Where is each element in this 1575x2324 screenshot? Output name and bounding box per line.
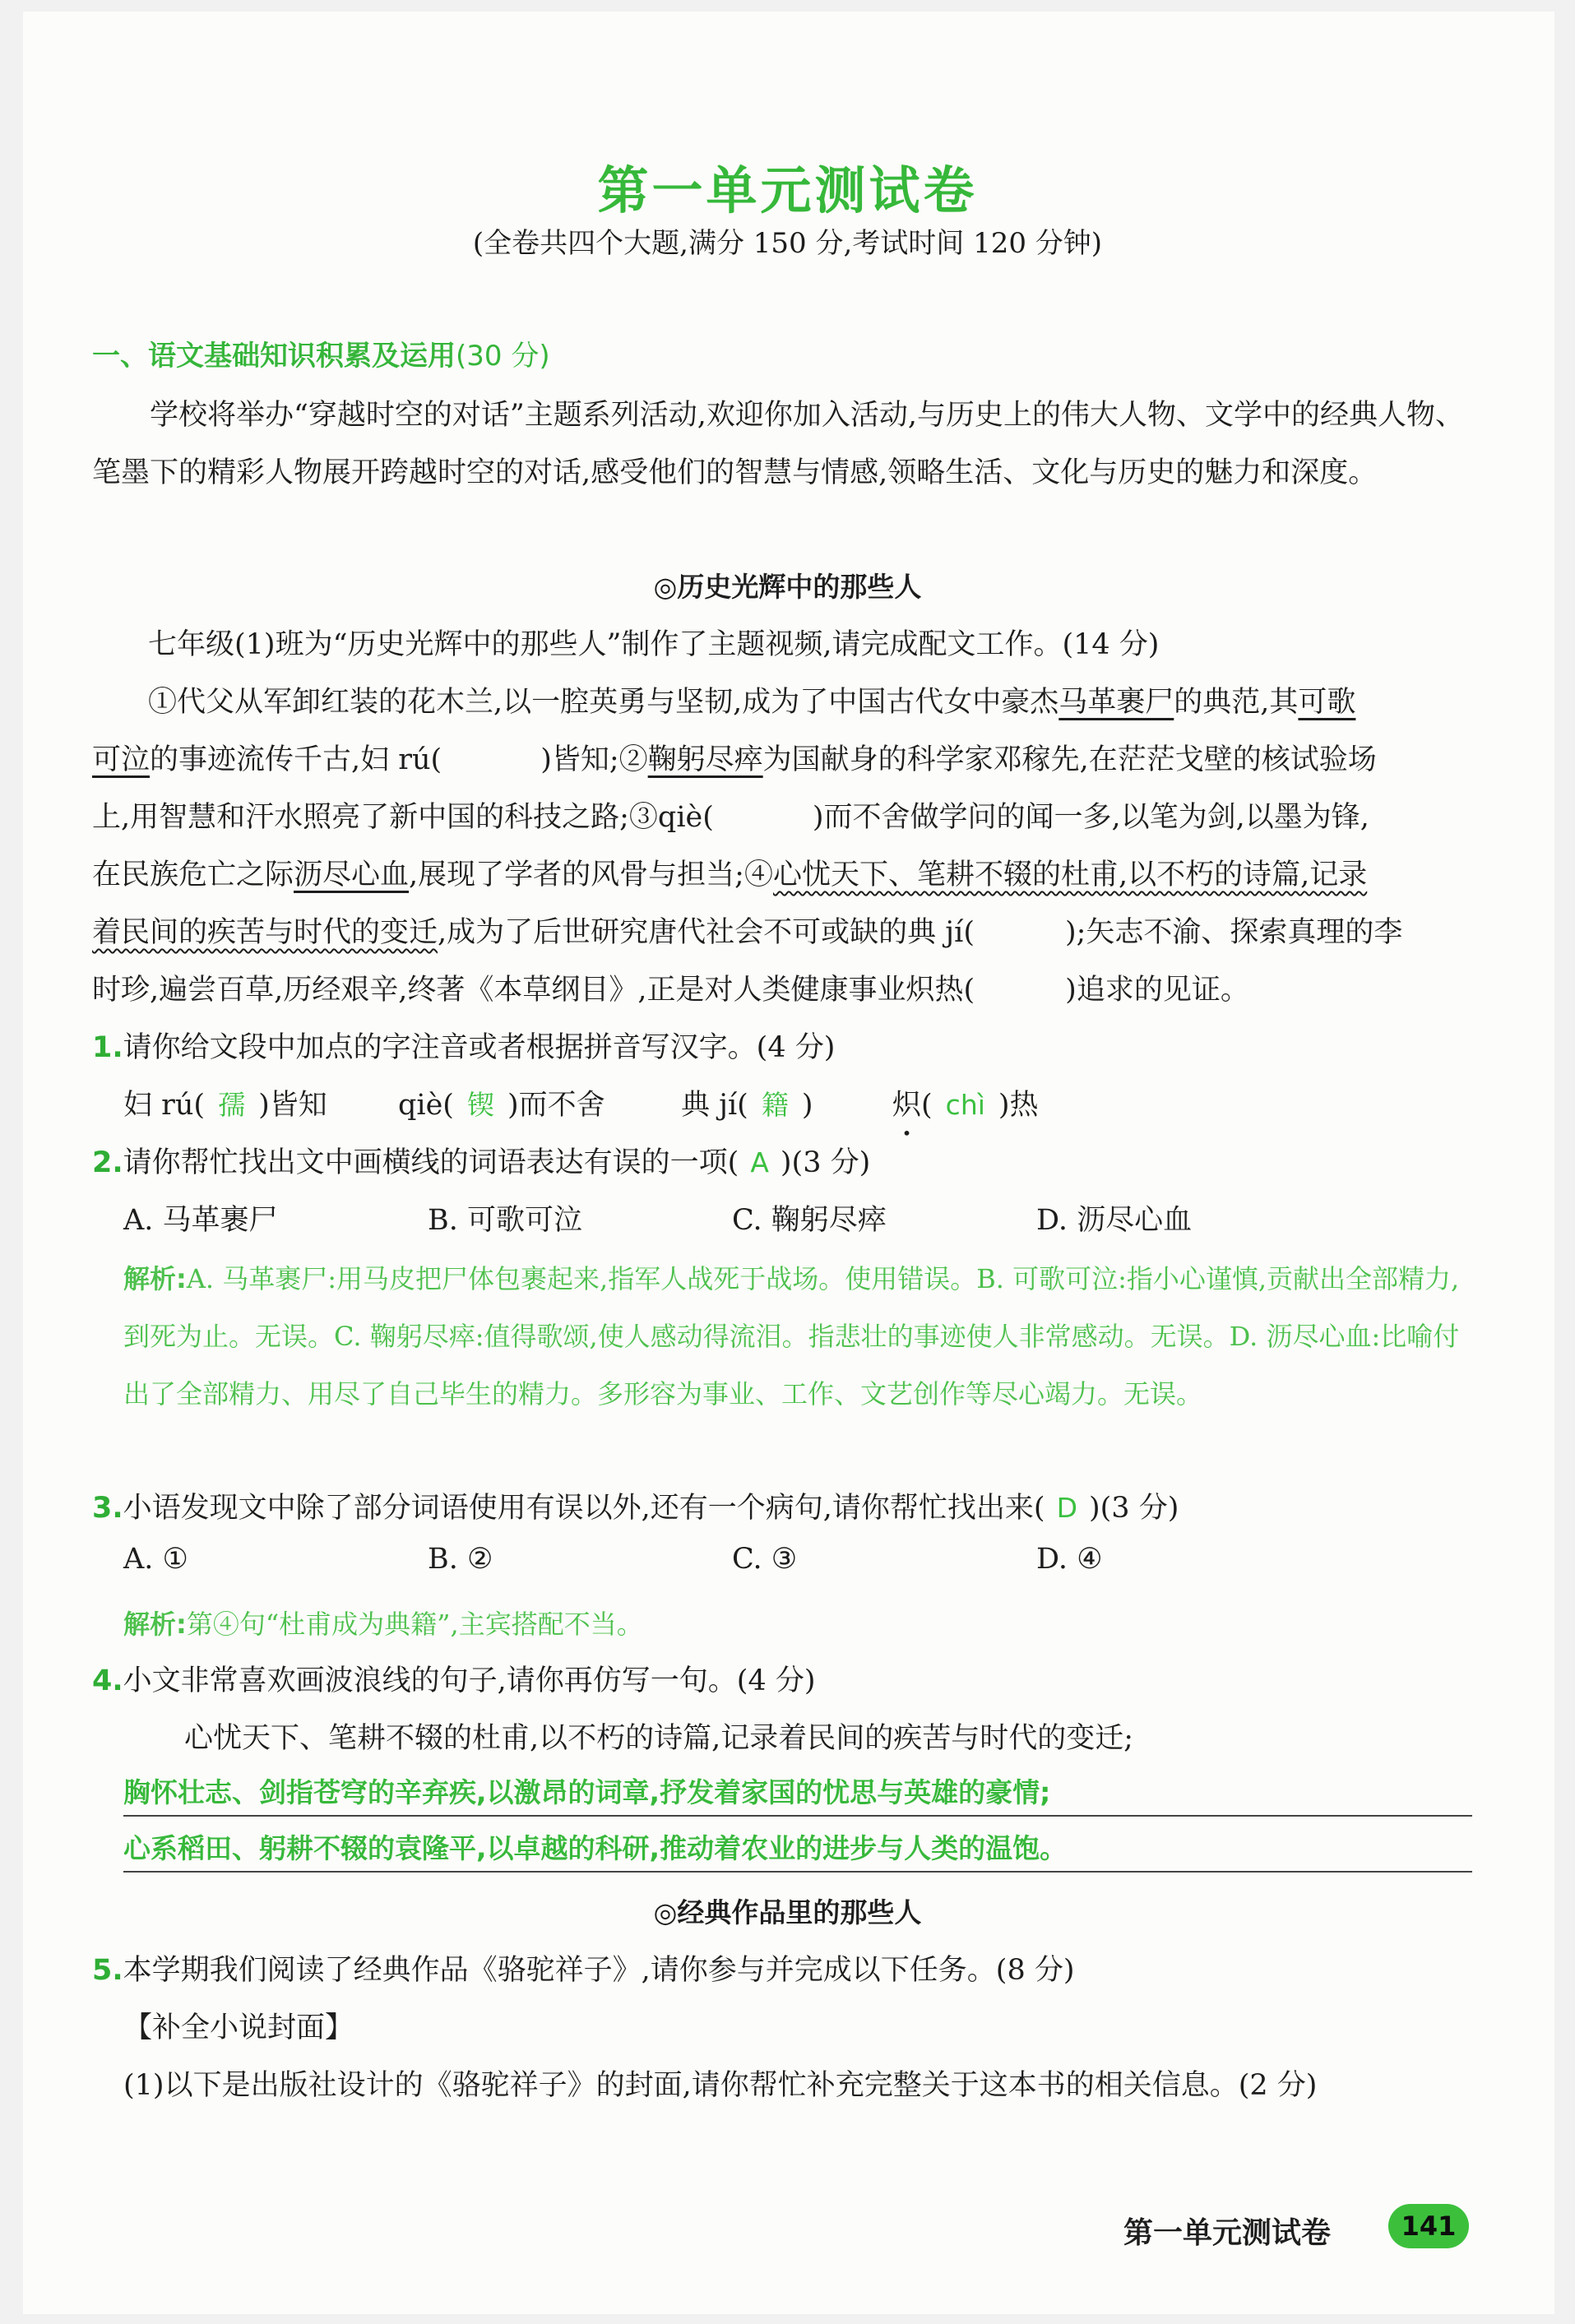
passage-line-4 [92,852,1367,893]
wavy-sentence: 着民间的疾苦与时代的变迁 [92,916,438,949]
question-text: 本学期我们阅读了经典作品《骆驼祥子》,请你参与并完成以下任务。(8 分) [123,1954,1075,1987]
answer-text: 籍 [761,1089,789,1121]
passage-text: )而不舍做学问的闻一多,以笔为剑,以墨为锋, [812,801,1369,834]
question-number: 3. [92,1492,123,1525]
question-3 [92,1485,1179,1526]
q3-option-b: B. ② [428,1543,493,1576]
question-text: 小文非常喜欢画波浪线的句子,请你再仿写一句。(4 分) [123,1664,816,1697]
q4-example-sentence: 心忧天下、笔耕不辍的杜甫,以不朽的诗篇,记录着民间的疾苦与时代的变迁; [184,1722,1134,1755]
q5-sub-heading: 【补全小说封面】 [123,2012,354,2044]
passage-line-5 [92,910,1402,951]
intro-text: 学校将举办“穿越时空的对话”主题系列活动,欢迎你加入活动,与历史上的伟大人物、文学中的经典人物、笔墨下的精彩人物展开跨越时空的对话,感受他们的智慧与情感,领略生活、文化与历史的魅力和深度。 [92,399,1465,489]
section-heading [92,333,550,373]
question-2 [92,1140,870,1181]
question-1 [92,1025,835,1066]
footer-title: 第一单元测试卷 [1123,2216,1332,2250]
q2-analysis [123,1250,1472,1423]
question-text: )(3 分) [780,1146,871,1179]
q1-item-2 [398,1082,605,1123]
analysis-text: 第④句“杜甫成为典籍”,主宾搭配不当。 [186,1609,643,1640]
item-pre: 典 jí( [681,1089,748,1122]
part1-task: 七年级(1)班为“历史光辉中的那些人”制作了主题视频,请完成配文工作。(14 分) [148,628,1160,661]
question-number: 4. [92,1664,123,1697]
q1-item-3 [681,1082,813,1123]
passage-text: 在民族危亡之际 [92,859,294,891]
analysis-label: 解析: [123,1609,187,1640]
passage-text: 上,用智慧和汗水照亮了新中国的科技之路;③qiè( [92,801,714,834]
analysis-text: A. 马革裹尸:用马皮把尸体包裹起来,指军人战死于战场。使用错误。B. 可歌可泣:指小心谨慎,贡献出全部精力,到死为止。无误。C. 鞠躬尽瘁:值得歌颂,使人感动得流泪。指悲壮的事迹使人非常感动。无误。D. 沥尽心血:比喻付出了全部精力、用尽了自己毕生的精力。多形容为事业、工作、文艺创作等尽心竭力。无误。 [123,1263,1460,1410]
wavy-sentence: 心忧天下、笔耕不辍的杜甫,以不朽的诗篇,记录 [772,859,1368,891]
q3-analysis [123,1595,1472,1653]
q2-option-c: C. 鞠躬尽瘁 [732,1204,887,1237]
passage-text: );矢志不渝、探索真理的李 [1064,916,1403,949]
q2-option-d: D. 沥尽心血 [1036,1204,1193,1237]
q3-option-c: C. ③ [732,1543,798,1576]
passage-text: )皆知;② [540,743,648,776]
item-pre: 妇 rú( [123,1089,206,1122]
underlined-phrase: 马革裹尸 [1058,686,1174,719]
q4-answer-line-1: 胸怀壮志、剑指苍穹的辛弃疾,以激昂的词章,抒发着家国的忧思与英雄的豪情; [123,1771,1472,1817]
page-title: 第一单元测试卷 [597,160,978,220]
q4-answer-line-2: 心系稻田、躬耕不辍的袁隆平,以卓越的科研,推动着农业的进步与人类的温饱。 [123,1827,1472,1873]
passage-line-3 [92,794,1369,836]
question-number: 5. [92,1954,123,1987]
underlined-phrase: 可泣 [92,743,151,776]
question-number: 1. [92,1031,123,1064]
q1-item-4 [892,1082,1039,1123]
item-pre: qiè( [398,1089,454,1122]
part2-heading: ◎经典作品里的那些人 [653,1896,922,1928]
section-heading-text: 一、语文基础知识积累及运用 [92,340,456,373]
question-4 [92,1658,816,1699]
underlined-phrase: 可歌 [1298,686,1356,719]
intro-paragraph [92,387,1471,502]
q2-option-a: A. 马革裹尸 [123,1204,278,1237]
item-post: ) [801,1089,813,1122]
passage-line-1 [148,679,1355,720]
question-text: 小语发现文中除了部分词语使用有误以外,还有一个病句,请你帮忙找出来( [123,1492,1045,1525]
underlined-phrase: 沥尽心血 [294,859,410,891]
q2-option-b: B. 可歌可泣 [428,1204,582,1237]
passage-text: )追求的见证。 [1065,974,1249,1007]
analysis-label: 解析: [123,1263,187,1294]
q5-sub-question-1: (1)以下是出版社设计的《骆驼祥子》的封面,请你帮忙补充完整关于这本书的相关信息。(2 分) [123,2069,1318,2102]
passage-text: ①代父从军卸红装的花木兰,以一腔英勇与坚韧,成为了中国古代女中豪杰 [148,686,1059,719]
answer-text: 锲 [466,1089,494,1121]
question-5 [92,1947,1075,1988]
item-post: )而不舍 [507,1089,605,1122]
passage-text: 时珍,遍尝百草,历经艰辛,终著《本草纲目》,正是对人类健康事业炽热( [92,974,975,1007]
passage-text: 的事迹流传千古,妇 rú( [150,743,442,776]
answer-text: A [750,1146,769,1178]
page-number-badge: 141 [1388,2204,1469,2248]
passage-text: 为国献身的科学家邓稼先,在茫茫戈壁的核试验场 [762,743,1377,776]
underlined-phrase: 鞠躬尽瘁 [647,743,763,776]
passage-text: ,展现了学者的风骨与担当;④ [409,859,773,891]
item-post: )皆知 [258,1089,327,1122]
passage-line-2 [92,737,1377,778]
question-text: 请你给文段中加点的字注音或者根据拼音写汉字。(4 分) [123,1031,836,1064]
passage-text: ,成为了后世研究唐代社会不可或缺的典 jí( [438,916,975,949]
answer-text: 孺 [218,1089,246,1121]
passage-line-6 [92,967,1249,1008]
answer-text: D [1056,1492,1077,1524]
q3-option-d: D. ④ [1036,1543,1103,1576]
item-post: )热 [998,1089,1039,1122]
q3-option-a: A. ① [123,1543,188,1576]
dotted-char: 炽 [892,1089,922,1122]
answer-text: chì [945,1089,985,1121]
question-text: )(3 分) [1089,1492,1179,1525]
q1-item-1 [123,1082,327,1123]
exam-info: (全卷共四个大题,满分 150 分,考试时间 120 分钟) [472,227,1103,260]
section-points: (30 分) [456,340,550,373]
part1-heading: ◎历史光辉中的那些人 [653,571,922,603]
question-text: 请你帮忙找出文中画横线的词语表达有误的一项( [123,1146,739,1179]
question-number: 2. [92,1146,123,1179]
item-pre: ( [921,1089,933,1122]
passage-text: 的典范,其 [1174,686,1299,719]
